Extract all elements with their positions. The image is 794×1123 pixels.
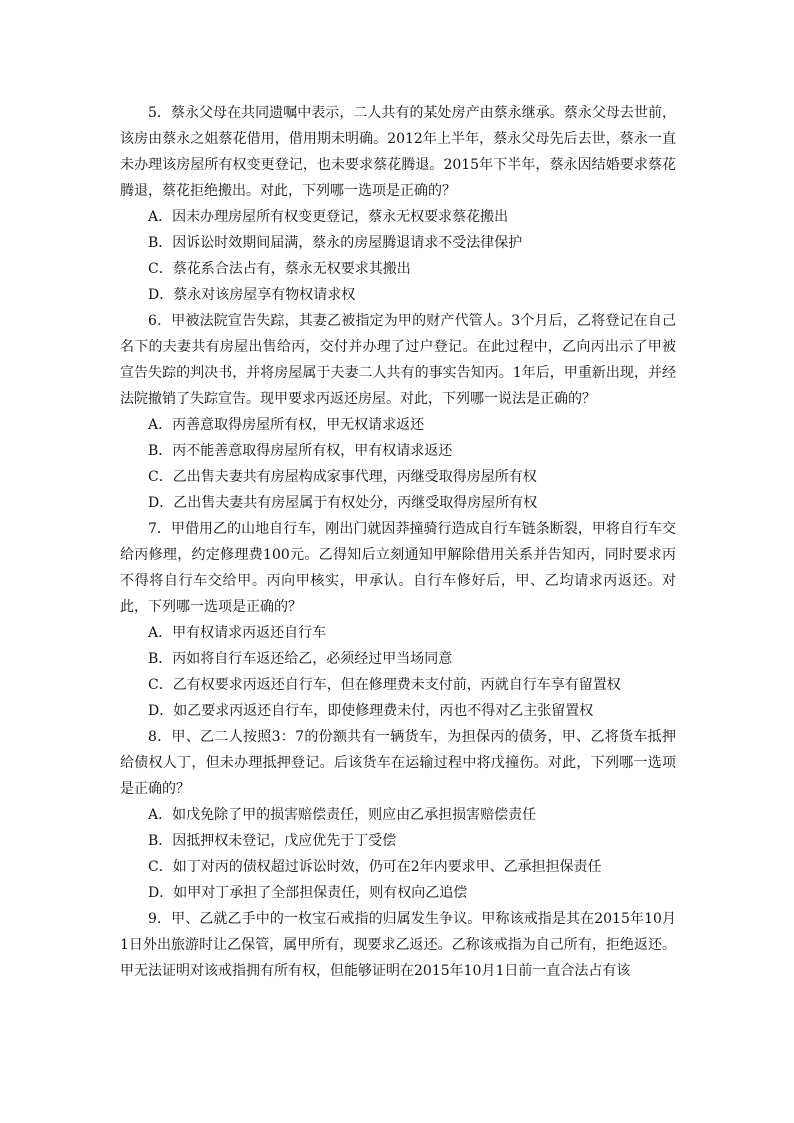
option-d: D．如乙要求丙返还自行车，即使修理费未付，丙也不得对乙主张留置权 (148, 703, 594, 719)
question-8 (120, 724, 676, 906)
option-a: A．丙善意取得房屋所有权，甲无权请求返还 (148, 417, 425, 433)
option-b: B．丙如将自行车返还给乙，必须经过甲当场同意 (148, 651, 453, 667)
question-stem: 7．甲借用乙的山地自行车，刚出门就因莽撞骑行造成自行车链条断裂，甲将自行车交给丙修理，约定修理费100元。乙得知后立刻通知甲解除借用关系并告知丙，同时要求丙不得将自行车交给甲。丙向甲核实，甲承认。自行车修好后，甲、乙均请求丙返还。对此，下列哪一选项是正确的？ (120, 521, 676, 615)
question-stem: 9．甲、乙就乙手中的一枚宝石戒指的归属发生争议。甲称该戒指是其在2015年10月1日外出旅游时让乙保管，属甲所有，现要求乙返还。乙称该戒指为自己所有，拒绝返还。甲无法证明对该戒指拥有所有权，但能够证明在2015年10月1日前一直合法占有该 (120, 911, 676, 979)
option-c: C．如丁对丙的债权超过诉讼时效，仍可在2年内要求甲、乙承担担保责任 (148, 859, 602, 875)
option-a: A．甲有权请求丙返还自行车 (148, 625, 327, 641)
option-d: D．蔡永对该房屋享有物权请求权 (148, 287, 356, 303)
question-7 (120, 516, 676, 724)
question-5 (120, 100, 676, 308)
option-d: D．乙出售夫妻共有房屋属于有权处分，丙继受取得房屋所有权 (148, 495, 538, 511)
option-c: C．乙出售夫妻共有房屋构成家事代理，丙继受取得房屋所有权 (148, 469, 537, 485)
option-d: D．如甲对丁承担了全部担保责任，则有权向乙追偿 (148, 885, 468, 901)
option-b: B．因诉讼时效期间届满，蔡永的房屋腾退请求不受法律保护 (148, 235, 523, 251)
document-page (120, 100, 676, 984)
question-stem: 6．甲被法院宣告失踪，其妻乙被指定为甲的财产代管人。3个月后，乙将登记在自己名下的夫妻共有房屋出售给丙，交付并办理了过户登记。在此过程中，乙向丙出示了甲被宣告失踪的判决书，并将房屋属于夫妻二人共有的事实告知丙。1年后，甲重新出现，并经法院撤销了失踪宣告。现甲要求丙返还房屋。对此，下列哪一说法是正确的？ (120, 313, 676, 407)
option-a: A．因未办理房屋所有权变更登记，蔡永无权要求蔡花搬出 (148, 209, 509, 225)
option-b: B．因抵押权未登记，戊应优先于丁受偿 (148, 833, 397, 849)
question-6 (120, 308, 676, 516)
option-a: A．如戊免除了甲的损害赔偿责任，则应由乙承担损害赔偿责任 (148, 807, 537, 823)
option-c: C．蔡花系合法占有，蔡永无权要求其搬出 (148, 261, 411, 277)
question-stem: 5．蔡永父母在共同遗嘱中表示，二人共有的某处房产由蔡永继承。蔡永父母去世前，该房由蔡永之姐蔡花借用，借用期未明确。2012年上半年，蔡永父母先后去世，蔡永一直未办理该房屋所有权变更登记，也未要求蔡花腾退。2015年下半年，蔡永因结婚要求蔡花腾退，蔡花拒绝搬出。对此，下列哪一选项是正确的？ (120, 105, 676, 199)
question-stem: 8．甲、乙二人按照3：7的份额共有一辆货车，为担保丙的债务，甲、乙将货车抵押给债权人丁，但未办理抵押登记。后该货车在运输过程中将戊撞伤。对此，下列哪一选项是正确的？ (120, 729, 676, 797)
question-9 (120, 906, 676, 984)
option-c: C．乙有权要求丙返还自行车，但在修理费未支付前，丙就自行车享有留置权 (148, 677, 621, 693)
option-b: B．丙不能善意取得房屋所有权，甲有权请求返还 (148, 443, 453, 459)
